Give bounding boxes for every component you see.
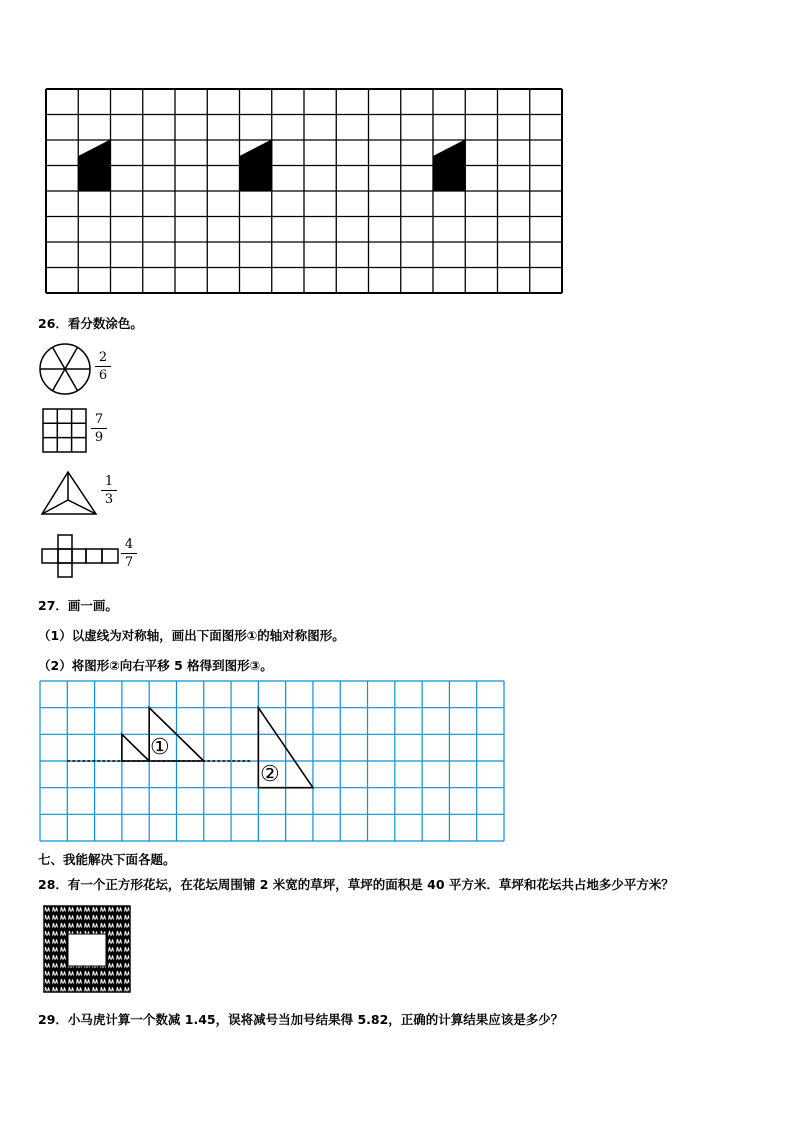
fraction-1-3: 1 3 — [101, 474, 117, 507]
garden-lawn-figure — [43, 905, 133, 995]
q27-title: 27．画一画。 — [38, 598, 118, 613]
shape-1-small-triangle — [122, 734, 149, 761]
section-7-title: 七、我能解决下面各题。 — [38, 852, 176, 867]
fraction-4-7: 4 7 — [121, 537, 137, 570]
q27-sub1: （1）以虚线为对称轴，画出下面图形①的轴对称图形。 — [38, 628, 345, 643]
shape-1-label: ① — [150, 735, 170, 760]
fraction-2-6: 2 6 — [95, 350, 111, 383]
q28-text: 28．有一个正方形花坛，在花坛周围铺 2 米宽的草坪，草坪的面积是 40 平方米．草坪和花坛共占地多少平方米？ — [38, 877, 674, 892]
q29-text: 29．小马虎计算一个数减 1.45，误将减号当加号结果得 5.82，正确的计算结果应该是多少？ — [38, 1012, 564, 1027]
shape-2-label: ② — [260, 762, 280, 787]
q26-title: 26．看分数涂色。 — [38, 316, 143, 331]
fraction-7-9: 7 9 — [91, 412, 107, 445]
q27-sub2: （2）将图形②向右平移 5 格得到图形③。 — [38, 658, 273, 673]
